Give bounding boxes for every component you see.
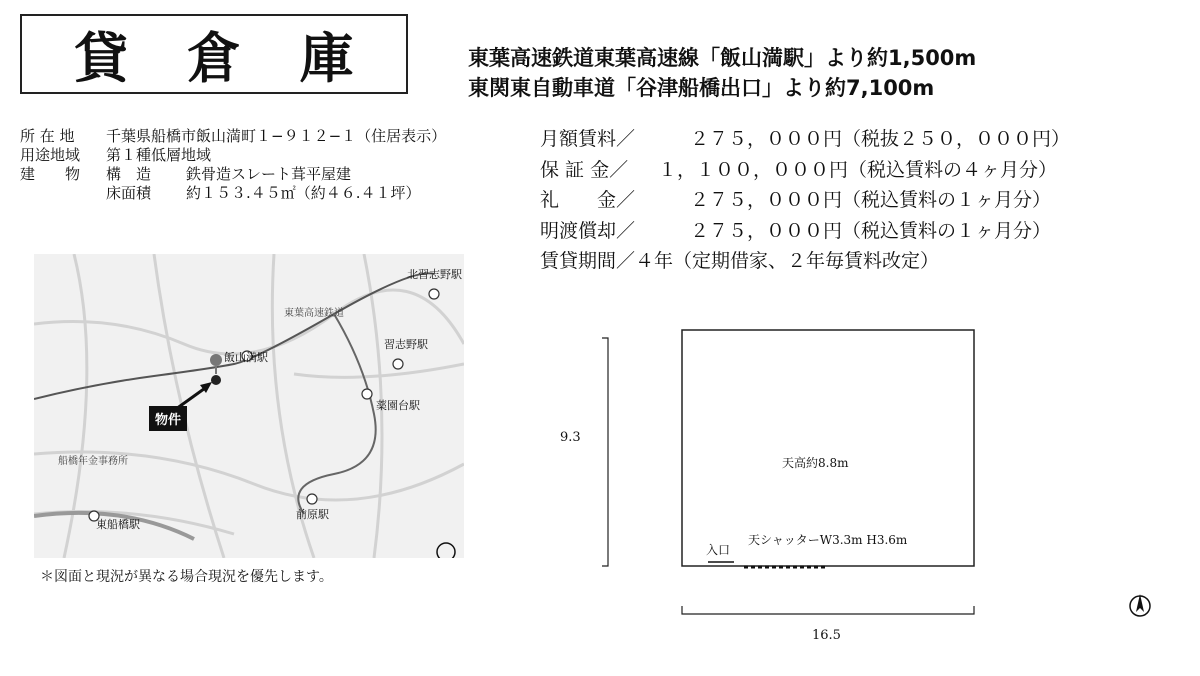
station-label: 薬園台駅 xyxy=(376,399,420,412)
term-label: 明渡償却／ xyxy=(540,219,636,242)
disclaimer-note: ＊図面と現況が異なる場合現況を優先します。 xyxy=(40,569,333,585)
place-label: 船橋年金事務所 xyxy=(58,456,128,467)
term-label: 賃貸期間／ xyxy=(540,250,636,272)
property-marker-label: 物件 xyxy=(149,406,187,431)
zoning-value: 第１種低層地域 xyxy=(106,146,212,164)
shutter-label: 天シャッターW3.3m H3.6m xyxy=(748,533,908,547)
width-dim-line xyxy=(682,606,974,614)
page-title: 貸 倉 庫 xyxy=(74,26,374,90)
term-value: ４年（定期借家、２年毎賃料改定） xyxy=(635,250,940,272)
height-dim-line xyxy=(602,338,608,566)
station-label: 東船橋駅 xyxy=(96,518,140,531)
area-value: 約１５３.４５㎡（約４６.４１坪） xyxy=(186,184,421,202)
ceiling-height-label: 天高約8.8m xyxy=(782,456,849,470)
zoning-label: 用途地域 xyxy=(20,146,81,164)
term-label: 礼 金／ xyxy=(540,189,636,211)
area-label: 床面積 xyxy=(106,184,152,202)
station-label: 飯山満駅 xyxy=(224,351,268,364)
term-label: 月額賃料／ xyxy=(540,128,636,150)
height-dimension: 9.3 xyxy=(560,430,581,445)
term-value: ２７５，０００円（税抜２５０，０００円） xyxy=(690,128,1071,150)
term-value: ２７５，０００円（税込賃料の１ヶ月分） xyxy=(690,219,1052,242)
station-label: 習志野駅 xyxy=(384,338,428,351)
structure-value: 鉄骨造スレート葺平屋建 xyxy=(186,165,352,183)
access-station: 東葉高速鉄道東葉高速線「飯山満駅」より約1,500m xyxy=(468,46,977,70)
width-dimension: 16.5 xyxy=(812,628,841,643)
station-label: 前原駅 xyxy=(296,508,329,521)
location-label: 所 在 地 xyxy=(20,127,75,145)
term-value: ２７５，０００円（税込賃料の１ヶ月分） xyxy=(690,189,1052,211)
access-highway: 東関東自動車道「谷津船橋出口」より約7,100m xyxy=(468,76,935,100)
structure-label: 構 造 xyxy=(106,165,152,183)
rail-line-label: 東葉高速鉄道 xyxy=(284,308,344,319)
building-label: 建 物 xyxy=(20,165,81,183)
term-label: 保 証 金／ xyxy=(540,158,629,181)
station-label: 北習志野駅 xyxy=(407,268,462,281)
location-value: 千葉県船橋市飯山満町１−９１２−１（住居表示） xyxy=(106,127,447,145)
term-value: １，１００，０００円（税込賃料の４ヶ月分） xyxy=(658,158,1058,181)
entrance-label: 入口 xyxy=(706,543,731,557)
